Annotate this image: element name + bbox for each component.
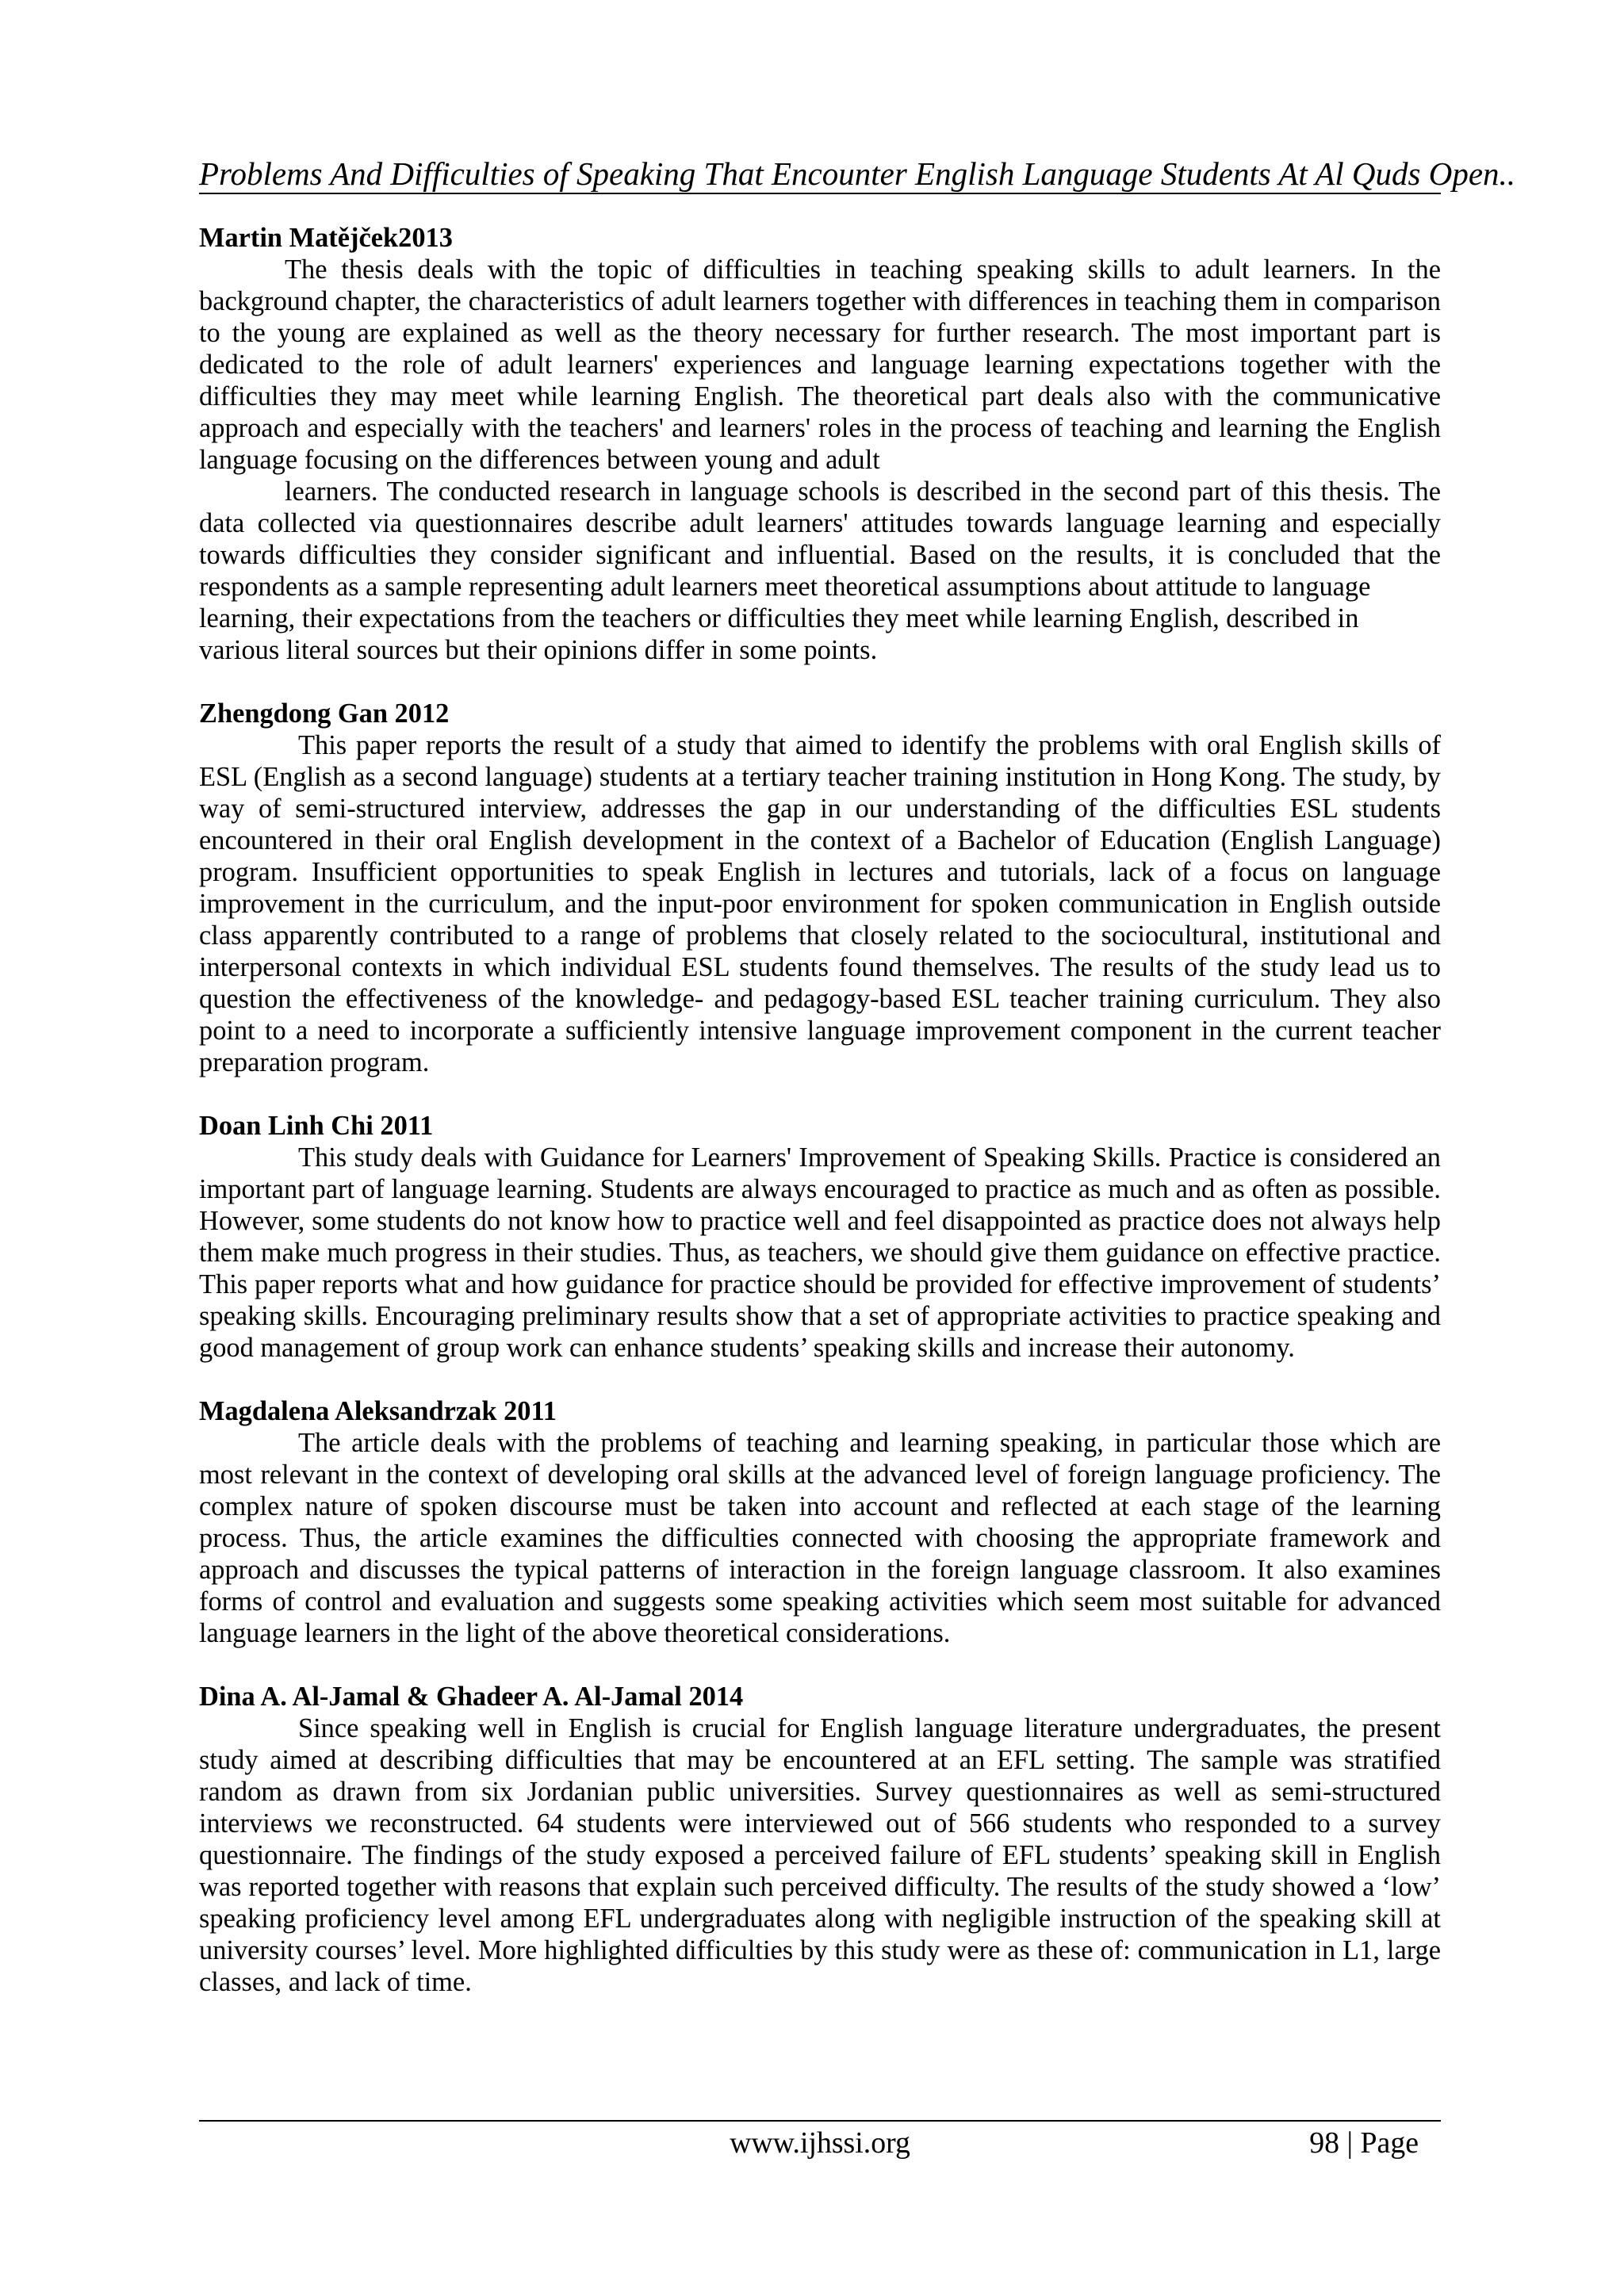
literature-review bbox=[199, 222, 1441, 1998]
abstract-paragraph: learners. The conducted research in language schools is described in the second part of this thesis. The data collected via questionnaires describe adult learners' attitudes towards language learning and especially towards difficulties they consider significant and influential. Based on the results, it is concluded that the respondents as a sample representing adult learners meet theoretical assumptions about attitude to language learning, their expectations from the teachers or difficulties they meet while learning English, described in various literal sources but their opinions differ in some points. bbox=[199, 476, 1441, 665]
review-entry bbox=[199, 698, 1441, 1078]
abstract-paragraph: The thesis deals with the topic of difficulties in teaching speaking skills to adult learners. In the background chapter, the characteristics of adult learners together with differences in teaching them in comparison to the young are explained as well as the theory necessary for further research. The most important part is dedicated to the role of adult learners' experiences and language learning expectations together with the difficulties they may meet while learning English. The theoretical part deals also with the communicative approach and especially with the teachers' and learners' roles in the process of teaching and learning the English language focusing on the differences between young and adult bbox=[199, 254, 1441, 475]
review-entry bbox=[199, 1110, 1441, 1364]
author-year-heading: Martin Matějček2013 bbox=[199, 223, 453, 253]
author-year-heading: Magdalena Aleksandrzak 2011 bbox=[199, 1396, 557, 1426]
abstract-paragraph: This study deals with Guidance for Learners' Improvement of Speaking Skills. Practice is considered an important part of language learning. Students are always encouraged to practice as much and as often as possible. However, some students do not know how to practice well and feel disappointed as practice does not always help them make much progress in their studies. Thus, as teachers, we should give them guidance on effective practice. This paper reports what and how guidance for practice should be provided for effective improvement of students’ speaking skills. Encouraging preliminary results show that a set of appropriate activities to practice speaking and good management of group work can enhance students’ speaking skills and increase their autonomy. bbox=[199, 1142, 1441, 1363]
author-year-heading: Dina A. Al-Jamal & Ghadeer A. Al-Jamal 2014 bbox=[199, 1682, 744, 1712]
review-entry bbox=[199, 1681, 1441, 1998]
abstract-paragraph: Since speaking well in English is crucial for English language literature undergraduates, the present study aimed at describing difficulties that may be encountered at an EFL setting. The sample was stratified random as drawn from six Jordanian public universities. Survey questionnaires as well as semi-structured interviews we reconstructed. 64 students were interviewed out of 566 students who responded to a survey questionnaire. The findings of the study exposed a perceived failure of EFL students’ speaking skill in English was reported together with reasons that explain such perceived difficulty. The results of the study showed a ‘low’ speaking proficiency level among EFL undergraduates along with negligible instruction of the speaking skill at university courses’ level. More highlighted difficulties by this study were as these of: communication in L1, large classes, and lack of time. bbox=[199, 1713, 1441, 1997]
author-year-heading: Zhengdong Gan 2012 bbox=[199, 698, 450, 729]
review-entry bbox=[199, 222, 1441, 666]
journal-url: www.ijhssi.org bbox=[730, 2126, 910, 2160]
running-header: Problems And Difficulties of Speaking That Encounter English Language Students At Al Quds Open.. bbox=[199, 155, 1441, 194]
footer-divider bbox=[199, 2120, 1441, 2122]
author-year-heading: Doan Linh Chi 2011 bbox=[199, 1111, 434, 1141]
page-number: 98 | Page bbox=[1309, 2126, 1419, 2160]
abstract-paragraph: This paper reports the result of a study that aimed to identify the problems with oral English skills of ESL (English as a second language) students at a tertiary teacher training institution in Hong Kong. The study, by way of semi-structured interview, addresses the gap in our understanding of the difficulties ESL students encountered in their oral English development in the context of a Bachelor of Education (English Language) program. Insufficient opportunities to speak English in lectures and tutorials, lack of a focus on language improvement in the curriculum, and the input-poor environment for spoken communication in English outside class apparently contributed to a range of problems that closely related to the sociocultural, institutional and interpersonal contexts in which individual ESL students found themselves. The results of the study lead us to question the effectiveness of the knowledge- and pedagogy-based ESL teacher training curriculum. They also point to a need to incorporate a sufficiently intensive language improvement component in the current teacher preparation program. bbox=[199, 730, 1441, 1077]
abstract-paragraph: The article deals with the problems of teaching and learning speaking, in particular those which are most relevant in the context of developing oral skills at the advanced level of foreign language proficiency. The complex nature of spoken discourse must be taken into account and reflected at each stage of the learning process. Thus, the article examines the difficulties connected with choosing the appropriate framework and approach and discusses the typical patterns of interaction in the foreign language classroom. It also examines forms of control and evaluation and suggests some speaking activities which seem most suitable for advanced language learners in the light of the above theoretical considerations. bbox=[199, 1428, 1441, 1648]
review-entry bbox=[199, 1395, 1441, 1649]
page-footer bbox=[199, 2126, 1441, 2160]
